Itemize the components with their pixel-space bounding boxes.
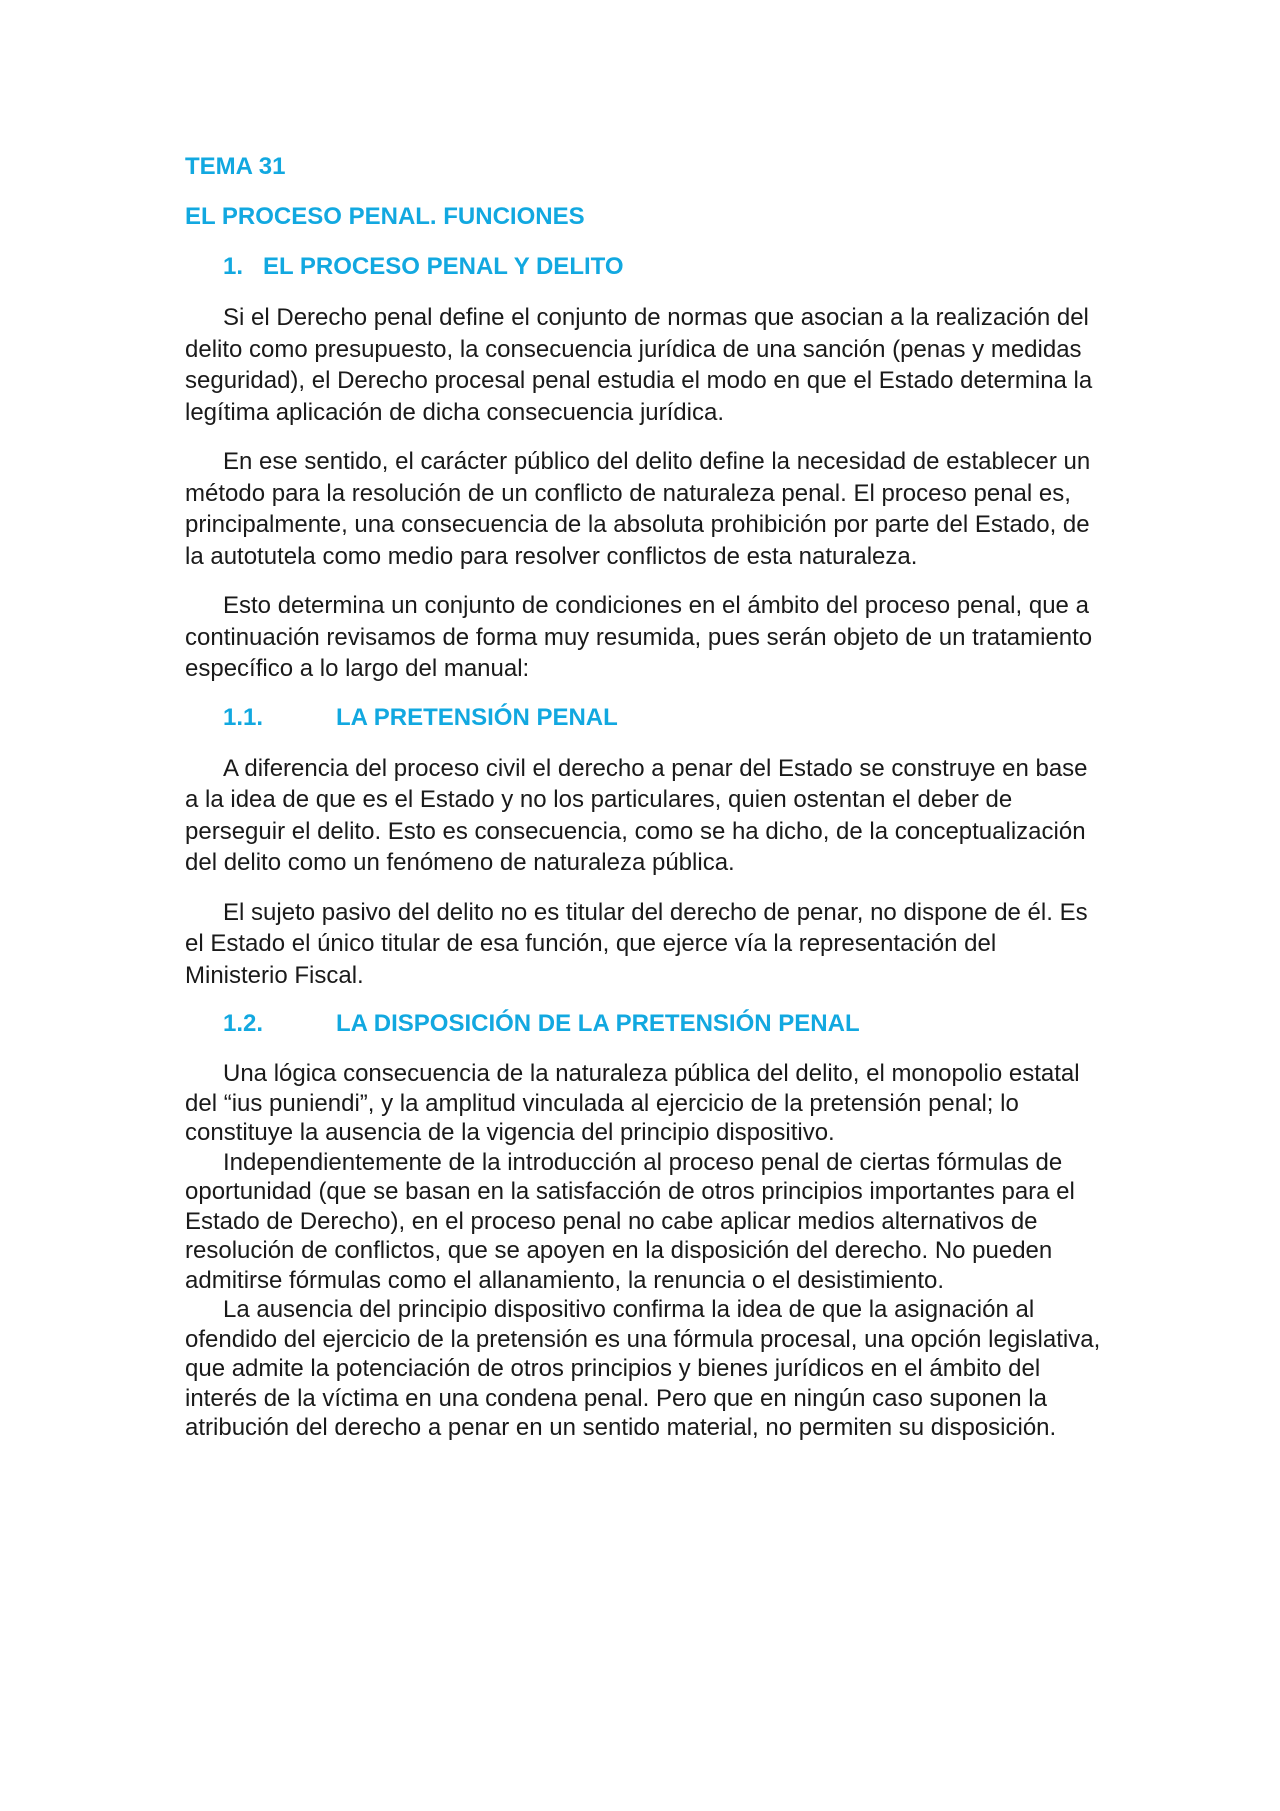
paragraph: El sujeto pasivo del delito no es titular del derecho de penar, no dispone de él. Es el Estado el único titular de esa función, que ejerce vía la representación del Ministerio Fiscal. (185, 898, 1088, 989)
document-title: EL PROCESO PENAL. FUNCIONES (185, 203, 585, 230)
section-1-number: 1. (223, 253, 244, 280)
paragraph: La ausencia del principio dispositivo confirma la idea de que la asignación al ofendido del ejercicio de la pretensión es una fórmula procesal, una opción legislativa, que admite la potenciación de otros principios y bienes jurídicos en el ámbito del interés de la víctima en una condena penal. Pero que en ningún caso suponen la atribución del derecho a penar en un sentido material, no permiten su disposición. (185, 1296, 1101, 1441)
section-1-heading (185, 252, 1105, 282)
section-1-2-heading (185, 1009, 1105, 1039)
paragraph: Esto determina un conjunto de condiciones en el ámbito del proceso penal, que a continuación revisamos de forma muy resumida, pues serán objeto de un tratamiento específico a lo largo del manual: (185, 592, 1093, 682)
section-1-title: EL PROCESO PENAL Y DELITO (263, 253, 624, 280)
paragraph: Independientemente de la introducción al proceso penal de ciertas fórmulas de oportunidad (que se basan en la satisfacción de otros principios importantes para el Estado de Derecho), en el proceso penal no cabe aplicar medios alternativos de resolución de conflictos, que se apoyen en la disposición del derecho. No pueden admitirse fórmulas como el allanamiento, la renuncia o el desistimiento. (185, 1148, 1075, 1294)
section-1-1-title: LA PRETENSIÓN PENAL (336, 703, 618, 731)
section-1-2-title: LA DISPOSICIÓN DE LA PRETENSIÓN PENAL (336, 1010, 860, 1037)
paragraph: En ese sentido, el carácter público del delito define la necesidad de establecer un método para la resolución de un conflicto de naturaleza penal. El proceso penal es, principalmente, una consecuencia de la absoluta prohibición por parte del Estado, de la autotutela como medio para resolver conflictos de esta naturaleza. (185, 448, 1091, 570)
document-body (185, 152, 1105, 1443)
paragraph: Si el Derecho penal define el conjunto de normas que asocian a la realización del delito como presupuesto, la consecuencia jurídica de una sanción (penas y medidas seguridad), el Derecho procesal penal estudia el modo en que el Estado determina la legítima aplicación de dicha consecuencia jurídica. (185, 304, 1093, 426)
section-1-1-number: 1.1. (223, 703, 264, 731)
section-1-1-heading (185, 703, 1105, 733)
tema-number: TEMA 31 (185, 153, 286, 180)
section-1-2-number: 1.2. (223, 1010, 264, 1037)
paragraph: A diferencia del proceso civil el derecho a penar del Estado se construye en base a la idea de que es el Estado y no los particulares, quien ostentan el deber de perseguir el delito. Esto es consecuencia, como se ha dicho, de la conceptualización del delito como un fenómeno de naturaleza pública. (185, 754, 1088, 876)
paragraph: Una lógica consecuencia de la naturaleza pública del delito, el monopolio estatal del “ius puniendi”, y la amplitud vinculada al ejercicio de la pretensión penal; lo constituye la ausencia de la vigencia del principio dispositivo. (185, 1060, 1080, 1146)
